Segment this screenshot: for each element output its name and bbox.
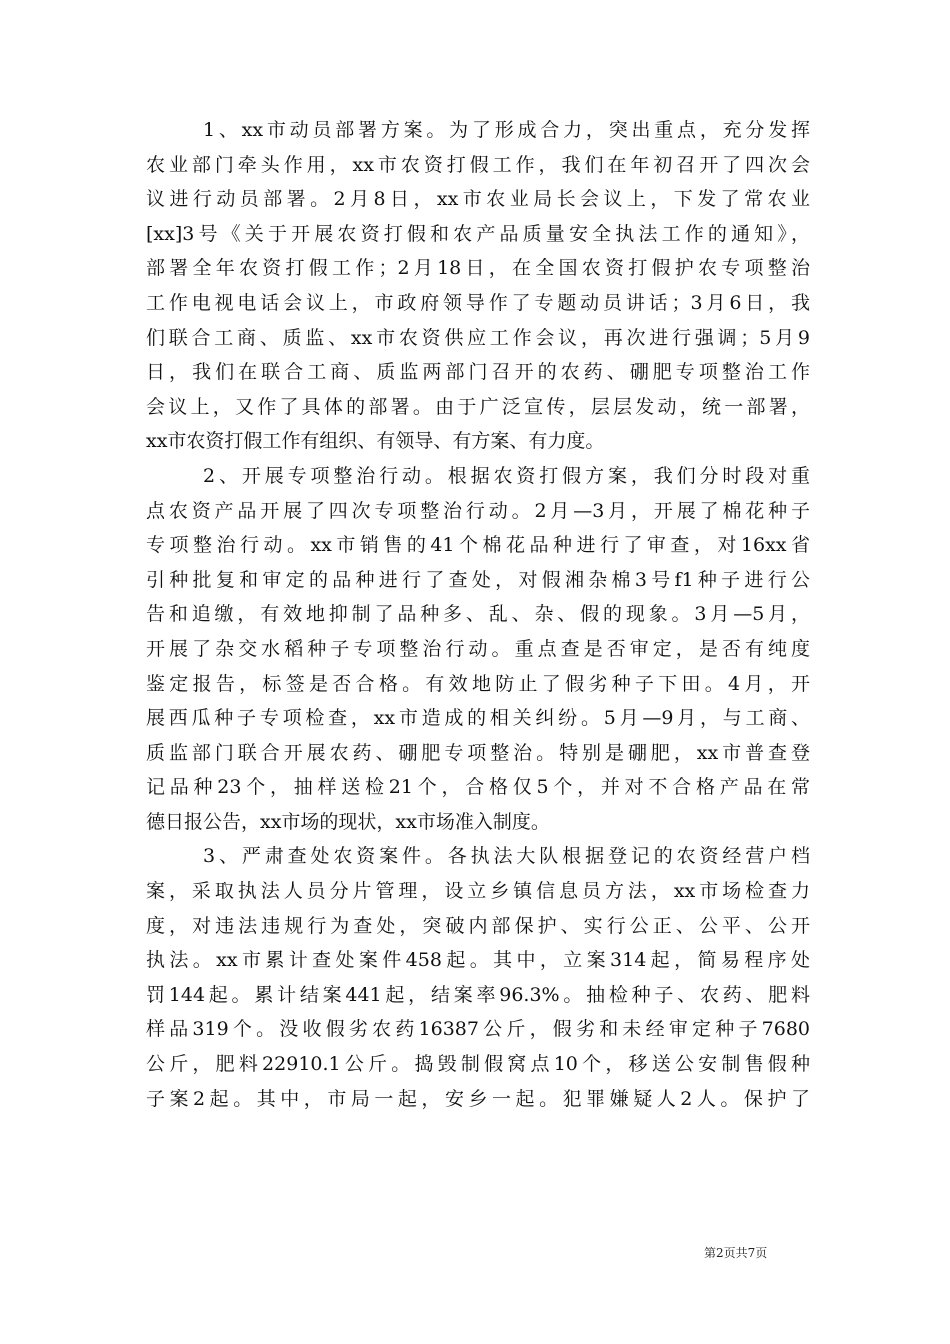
text-line: 德日报公告，xx市场的现状，xx市场准入制度。 <box>146 810 550 833</box>
text-line: 开展了杂交水稻种子专项整治行动。重点查是否审定，是否有纯度 <box>146 637 810 660</box>
text-line: 样品319个。没收假劣农药16387公斤，假劣和未经审定种子7680 <box>146 1018 810 1041</box>
text-line: xx市农资打假工作有组织、有领导、有方案、有力度。 <box>146 430 605 453</box>
text-line: 1、xx市动员部署方案。为了形成合力，突出重点，充分发挥 <box>203 119 810 141</box>
document-body <box>146 113 810 1116</box>
text-line: 执法。xx市累计查处案件458起。其中，立案314起，简易程序处 <box>146 949 810 972</box>
text-line: 议进行动员部署。2月8日，xx市农业局长会议上，下发了常农业 <box>146 188 810 211</box>
text-line: [xx]3号《关于开展农资打假和农产品质量安全执法工作的通知》， <box>146 222 810 245</box>
text-line: 工作电视电话会议上，市政府领导作了专题动员讲话；3月6日，我 <box>146 291 810 314</box>
text-line: 案，采取执法人员分片管理，设立乡镇信息员方法，xx市场检查力 <box>146 880 810 903</box>
text-line: 2、开展专项整治行动。根据农资打假方案，我们分时段对重 <box>203 464 810 487</box>
text-line: 罚144起。累计结案441起，结案率96.3%。抽检种子、农药、肥料 <box>146 983 810 1006</box>
text-line: 日，我们在联合工商、质监两部门召开的农药、硼肥专项整治工作 <box>146 361 810 384</box>
text-line: 农业部门牵头作用，xx市农资打假工作，我们在年初召开了四次会 <box>146 153 810 176</box>
text-line: 们联合工商、质监、xx市农资供应工作会议，再次进行强调；5月9 <box>146 326 810 349</box>
text-line: 点农资产品开展了四次专项整治行动。2月—3月，开展了棉花种子 <box>146 499 810 522</box>
text-line: 质监部门联合开展农药、硼肥专项整治。特别是硼肥，xx市普查登 <box>146 741 810 764</box>
text-line: 鉴定报告，标签是否合格。有效地防止了假劣种子下田。4月，开 <box>146 672 810 695</box>
text-line: 展西瓜种子专项检查，xx市造成的相关纠纷。5月—9月，与工商、 <box>146 707 810 730</box>
text-line: 会议上，又作了具体的部署。由于广泛宣传，层层发动，统一部署， <box>146 395 810 418</box>
text-line: 子案2起。其中，市局一起，安乡一起。犯罪嫌疑人2人。保护了 <box>146 1087 810 1110</box>
text-line: 告和追缴，有效地抑制了品种多、乱、杂、假的现象。3月—5月， <box>146 603 810 626</box>
text-line: 引种批复和审定的品种进行了查处，对假湘杂棉3号f1种子进行公 <box>146 568 810 591</box>
text-line: 部署全年农资打假工作；2月18日，在全国农资打假护农专项整治 <box>146 257 810 280</box>
text-line: 度，对违法违规行为查处，突破内部保护、实行公正、公平、公开 <box>146 914 810 937</box>
text-line: 专项整治行动。xx市销售的41个棉花品种进行了审查，对16xx省 <box>146 534 810 557</box>
page-number-footer: 第2页共7页 <box>704 1246 768 1260</box>
text-line: 公斤，肥料22910.1公斤。捣毁制假窝点10个，移送公安制售假种 <box>146 1053 810 1076</box>
text-line: 记品种23个，抽样送检21个，合格仅5个，并对不合格产品在常 <box>146 776 810 799</box>
text-line: 3、严肃查处农资案件。各执法大队根据登记的农资经营户档 <box>203 845 810 868</box>
